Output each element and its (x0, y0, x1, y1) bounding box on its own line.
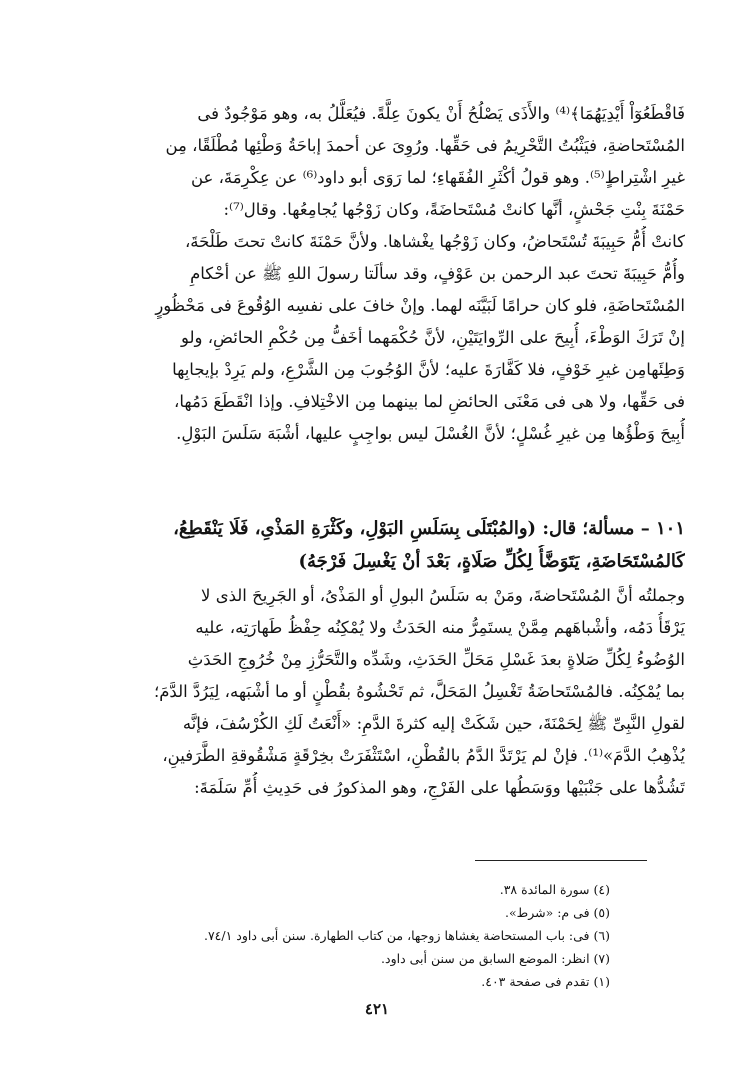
text-line: حَمْنَةَ بِنْتِ جَحْشٍ، أنَّها كانتْ مُسْتَحاضَةً، وكان زَوْجُها يُجامِعُها. وقال⁽⁷⁾: (223, 200, 685, 219)
footnote: (٥) فى م: «شرط». (505, 905, 610, 920)
text-line: وَطِئَهامِن غيرِ خَوْفٍ، فلا كَفَّارَةَ عليه؛ لأنَّ الوُجُوبَ مِن الشَّرْعِ، ولم يَرِدْ بإيجابِها (172, 360, 685, 379)
body-paragraph-1 (100, 98, 685, 450)
text-line: المُسْتَحاضةِ، فيَثْبُتُ التَّحْرِيمُ فى حَقِّها. ورُوِىَ عن أحمدَ إباحَةُ وَطْئِها مُطْلَقًا، مِن (165, 136, 685, 155)
footnote: (٦) فى: باب المستحاضة يغشاها زوجها، من كتاب الطهارة. سنن أبى داود ٧٤/١. (203, 928, 610, 943)
footnote: (٧) انظر: الموضع السابق من سنن أبى داود. (381, 951, 610, 966)
text-line: الوُضُوءُ لِكُلِّ صَلاةٍ بعدَ غَسْلِ مَحَلِّ الحَدَثِ، وشَدِّه والتَّحَرُّزِ مِنْ خُرُوجِ الحَدَثِ (187, 650, 685, 669)
footnote-separator (475, 860, 647, 861)
text-line: غيرِ اشْتِراطٍ⁽⁵⁾. وهو قولُ أكْثَرِ الفُقَهاءِ؛ لما رَوَى أبو داود⁽⁶⁾ عن عِكْرِمَةَ، عن (190, 168, 685, 187)
text-line: بما يُمْكِنُه. فالمُسْتَحاضَةُ تَغْسِلُ المَحَلَّ، ثم تَحْشُوهُ بقُطْنٍ أو ما أشْبَهه، لِيَرُدَّ الدَّمَ؛ (153, 682, 685, 701)
text-line: المُسْتَحاضَةِ، فلو كان حرامًا لَبَيَّنَه لهما. وإنْ خافَ على نفسِه الوُقُوعَ فى مَحْظُورٍ (155, 296, 685, 315)
text-line: فَاقْطَعُوٓاْ أَيْدِيَهُمَا﴾⁽⁴⁾ والأَذَى يَصْلُحُ أَنْ يكونَ عِلَّةً. فيُعَلَّلُ به، وهو مَوْجُودٌ فى (197, 104, 685, 123)
heading-line: ١٠١ – مسألة؛ قال: (والمُبْتَلَى بِسَلَسِ البَوْلِ، وكَثْرَةِ المَذْىِ، فَلَا يَنْقَطِعُ، (173, 518, 685, 539)
masala-heading (100, 512, 685, 578)
heading-line: كَالمُسْتَحَاضَةِ، يَتَوَضَّأُ لِكُلِّ صَلَاةٍ، بَعْدَ أنْ يَغْسِلَ فَرْجَهُ) (298, 551, 685, 572)
text-line: إنْ تَرَكَ الوَطْءَ، أُبِيحَ على الرِّوايَتَيْنِ، لأنَّ حُكْمَهما أخَفُّ مِن حُكْمِ الحائضِ، ولو (180, 328, 685, 347)
body-paragraph-2 (100, 580, 685, 804)
text-line: أُبِيحَ وَطْؤُها مِن غيرِ غُسْلٍ؛ لأنَّ الغُسْلَ ليس بواجِبٍ عليها، أشْبَهَ سَلَسَ البَوْلِ. (176, 424, 685, 443)
text-line: يَرْقَأُ دَمُه، وأشْباهَهم مِمَّنْ يستَمِرُّ منه الحَدَثُ ولا يُمْكِنُه حِفْظُ طَهارَتِه، عليه (195, 618, 685, 637)
page-number: ٤٢١ (364, 1000, 390, 1018)
text-line: لقولِ النَّبِىِّ ﷺ لِحَمْنَةَ، حين شَكَتْ إليه كثرةَ الدَّمِ: «أَنْعَتُ لَكِ الكُرْسُفَ، فإنَّه (182, 714, 685, 733)
text-line: وأُمُّ حَبِيبَةَ تحتَ عبد الرحمن بن عَوْفٍ، وقد سألَتا رسولَ اللهِ ﷺ عن أحْكامِ (190, 264, 685, 283)
footnote: (٤) سورة المائدة ٣٨. (499, 882, 610, 897)
text-line: وجملتُه أنَّ المُسْتَحاضةَ، ومَنْ به سَلَسُ البولِ أو المَذْىُ، أو الجَرِيحَ الذى لا (201, 586, 685, 605)
text-line: كانتْ أُمُّ حَبِيبَةَ تُسْتَحاضُ، وكان زَوْجُها يغْشاها. ولأنَّ حَمْنَةَ كانتْ تحتَ طَلْحَةَ، (184, 232, 685, 251)
text-line: تَشُدُّها على جَنْبَيْها ووَسَطُها على الفَرْجِ، وهو المذكورُ فى حَدِيثِ أُمِّ سَلَمَةَ: (194, 778, 685, 797)
text-line: فى حَقِّها، ولا هى فى مَعْنَى الحائضِ لما بينهما مِن الاخْتِلافِ. وإذا انْقَطَعَ دَمُها، (174, 392, 685, 411)
footnote: (١) تقدم فى صفحة ٤٠٣. (481, 974, 610, 989)
footnotes (120, 878, 610, 993)
text-line: يُذْهِبُ الدَّمَ»⁽¹⁾. فإنْ لم يَرْتَدَّ الدَّمُ بالقُطْنِ، اسْتَثْفَرَتْ بخِرْقَةٍ مَشْقُوقةِ الطَّرَفينِ، (162, 746, 685, 765)
